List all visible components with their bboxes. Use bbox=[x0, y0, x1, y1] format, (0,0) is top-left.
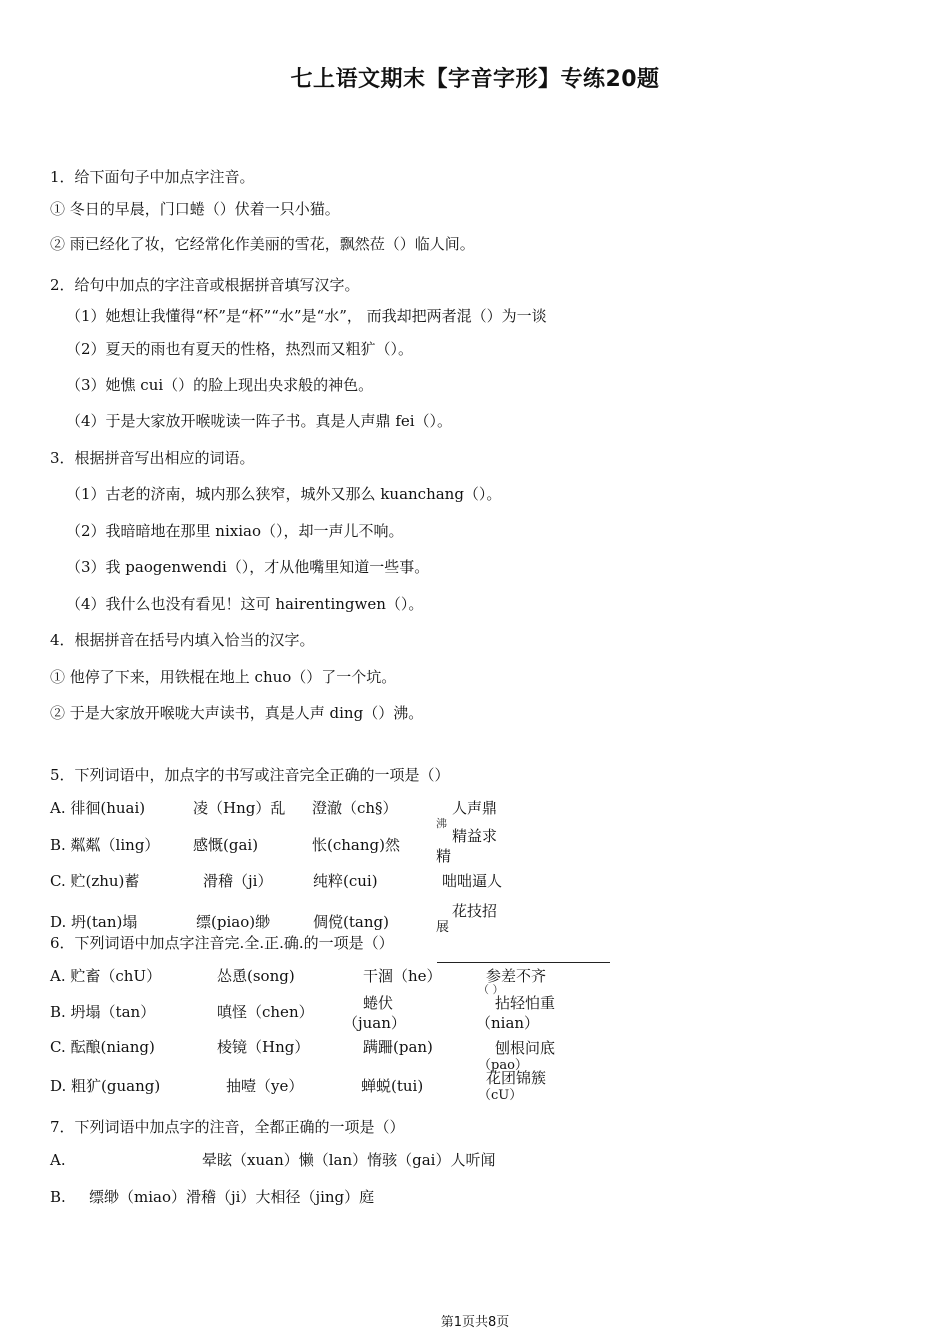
q5-option-c-word-2: 滑稽（ji） bbox=[203, 872, 273, 890]
q6-option-b-word-3-pinyin: （juan） bbox=[343, 1014, 406, 1032]
q1-item-b: ② 雨已经化了妆，它经常化作美丽的雪花，飘然莅（）临人间。 bbox=[50, 235, 475, 253]
q6-option-a-word-3: 干涸（he） bbox=[363, 967, 442, 985]
q6-stem: 6．下列词语中加点字注音完.全.正.确.的一项是（） bbox=[50, 934, 394, 952]
q6-option-b-word-4: 拈轻怕重 bbox=[495, 994, 556, 1012]
q4-item-a: ① 他停了下来，用铁棍在地上 chuo（）了一个坑。 bbox=[50, 668, 397, 686]
q3-sub-1: （1）古老的济南，城内那么狭窄，城外又那么 kuanchang（）。 bbox=[66, 485, 502, 503]
q3-stem: 3．根据拼音写出相应的词语。 bbox=[50, 449, 255, 467]
q2-sub-2: （2）夏天的雨也有夏天的性格，热烈而又粗犷（）。 bbox=[66, 340, 414, 358]
q5-option-a-word-4-wrap: 沸 bbox=[436, 817, 447, 830]
divider-line bbox=[437, 962, 610, 963]
q5-option-a-word-3: 澄澈（ch§） bbox=[312, 799, 398, 817]
q5-option-a-word-4: 人声鼎 bbox=[452, 799, 498, 817]
q6-option-a: A. 贮畜（chU） bbox=[50, 967, 162, 985]
q7-option-a-label: A. bbox=[50, 1151, 66, 1169]
q1-stem: 1．给下面句子中加点字注音。 bbox=[50, 168, 255, 186]
q5-option-b-word-4: 精益求 bbox=[452, 827, 498, 845]
q5-option-b-word-3: 怅(chang)然 bbox=[312, 836, 400, 854]
q6-option-d-word-3: 蝉蜕(tui) bbox=[361, 1077, 424, 1095]
q2-stem: 2．给句中加点的字注音或根据拼音填写汉字。 bbox=[50, 276, 360, 294]
q7-stem: 7．下列词语中加点字的注音，全都正确的一项是（） bbox=[50, 1118, 405, 1136]
q5-option-a-word-2: 凌（Hng）乱 bbox=[193, 799, 286, 817]
q6-option-a-word-4: 参差不齐 bbox=[486, 967, 547, 985]
q6-option-c: C. 酝酿(niang) bbox=[50, 1038, 155, 1056]
q2-sub-4: （4）于是大家放开喉咙读一阵子书。真是人声鼎 fei（）。 bbox=[66, 412, 453, 430]
q6-option-b-word-2: 嗔怪（chen） bbox=[217, 1003, 314, 1021]
q5-option-a: A. 徘徊(huai) bbox=[50, 799, 146, 817]
q6-option-b: B. 坍塌（tan） bbox=[50, 1003, 156, 1021]
q5-option-b-word-2: 感慨(gai) bbox=[193, 836, 259, 854]
q6-option-c-word-3: 蹒跚(pan) bbox=[363, 1038, 433, 1056]
q3-sub-4: （4）我什么也没有看见！这可 hairentingwen（）。 bbox=[66, 595, 424, 613]
q5-option-d-word-2: 缥(piao)缈 bbox=[196, 913, 271, 931]
page-title: 七上语文期末【字音字形】专练20题 bbox=[290, 67, 660, 92]
q6-option-b-word-4-pinyin: （nian） bbox=[476, 1014, 540, 1032]
q3-sub-2: （2）我暗暗地在那里 nixiao（），却一声儿不响。 bbox=[66, 522, 404, 540]
q5-option-d-word-4-wrap: 展 bbox=[436, 920, 450, 935]
q6-option-d-word-4-pinyin: （cU） bbox=[478, 1088, 523, 1103]
q1-item-a: ① 冬日的早晨，门口蜷（）伏着一只小猫。 bbox=[50, 200, 340, 218]
q5-stem: 5．下列词语中，加点字的书写或注音完全正确的一项是（） bbox=[50, 766, 450, 784]
q6-option-b-word-3: 蜷伏 bbox=[363, 994, 394, 1012]
q3-sub-3: （3）我 paogenwendi（），才从他嘴里知道一些事。 bbox=[66, 558, 430, 576]
q5-option-b: B. 粼粼（ling） bbox=[50, 836, 160, 854]
q7-option-b-label: B. bbox=[50, 1188, 66, 1206]
q4-stem: 4．根据拼音在括号内填入恰当的汉字。 bbox=[50, 631, 315, 649]
q6-option-c-word-4: 刨根问底 bbox=[495, 1039, 556, 1057]
q6-option-d-word-4: 花团锦簇 bbox=[486, 1069, 547, 1087]
q5-option-d: D. 坍(tan)塌 bbox=[50, 913, 138, 931]
q7-option-b-text: 缥缈（miao）滑稽（ji）大相径（jing）庭 bbox=[89, 1188, 375, 1206]
q6-option-a-word-2: 怂恿(song) bbox=[217, 967, 295, 985]
q5-option-c: C. 贮(zhu)蓄 bbox=[50, 872, 140, 890]
q6-option-c-word-2: 棱镜（Hng） bbox=[217, 1038, 310, 1056]
page-footer: 第1页共8页 bbox=[440, 1315, 510, 1330]
q6-option-a-word-4-pinyin: （ ） bbox=[478, 983, 504, 996]
q6-option-c-word-4-pinyin: （pao） bbox=[478, 1058, 528, 1073]
q2-sub-3: （3）她憔 cui（）的脸上现出央求般的神色。 bbox=[66, 376, 374, 394]
q5-option-c-word-4: 咄咄逼人 bbox=[442, 872, 503, 890]
q5-option-b-word-4-wrap: 精 bbox=[436, 847, 452, 865]
q2-sub-1: （1）她想让我懂得“杯”是“杯”“水”是“水”， 而我却把两者混（）为一谈 bbox=[66, 307, 547, 325]
q6-option-d-word-2: 抽噎（ye） bbox=[226, 1077, 304, 1095]
q6-option-d: D. 粗犷(guang) bbox=[50, 1077, 161, 1095]
q5-option-c-word-3: 纯粹(cui) bbox=[313, 872, 378, 890]
q5-option-d-word-3: 倜傥(tang) bbox=[313, 913, 389, 931]
q5-option-d-word-4: 花技招 bbox=[452, 902, 498, 920]
q7-option-a-text: 晕眩（xuan）懒（lan）惰骇（gai）人听闻 bbox=[202, 1151, 496, 1169]
q4-item-b: ② 于是大家放开喉咙大声读书，真是人声 ding（）沸。 bbox=[50, 704, 424, 722]
